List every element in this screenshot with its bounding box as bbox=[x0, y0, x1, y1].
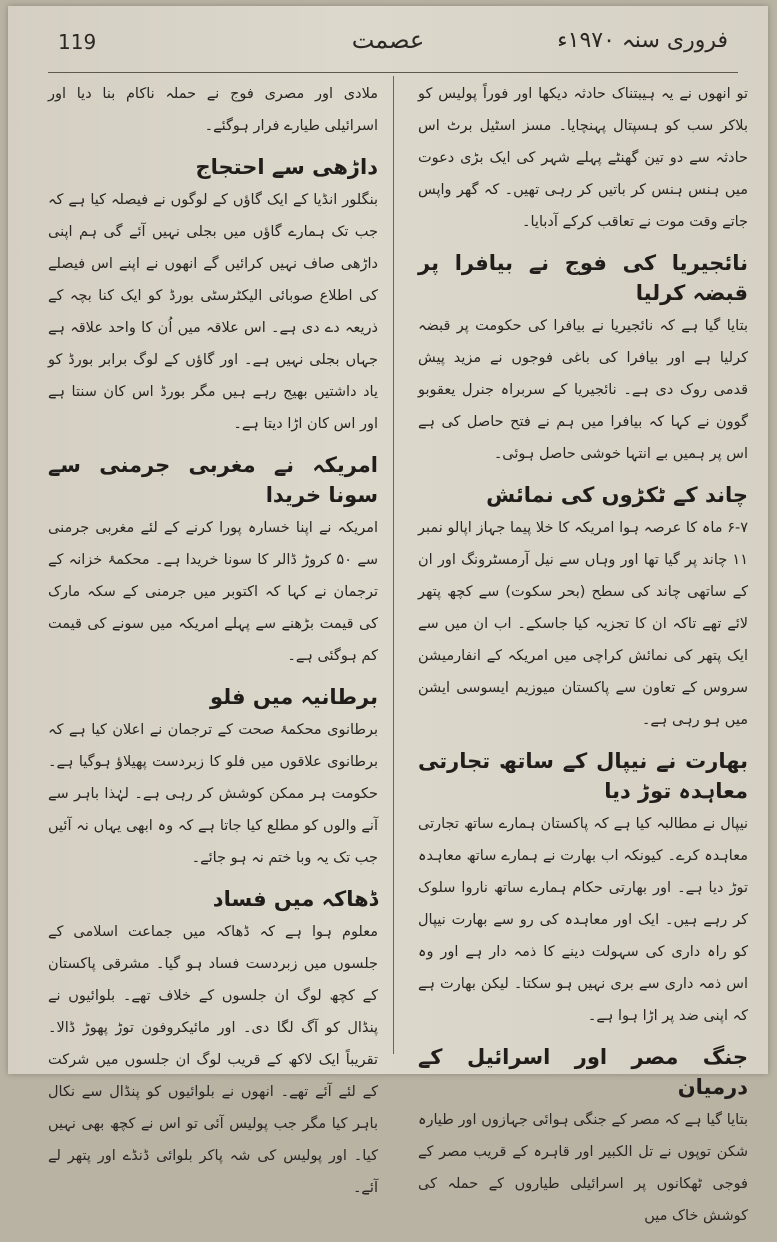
column-divider bbox=[393, 76, 394, 1054]
article-continued bbox=[418, 78, 748, 238]
article-headline: جنگ مصر اور اسرائیل کے درمیان bbox=[418, 1045, 748, 1099]
article-body: بنگلور انڈیا کے ایک گاؤں کے لوگوں نے فیصلہ کیا ہے کہ جب تک ہمارے گاؤں میں بجلی نہیں آئے گی ہم اپنی داڑھی صاف نہیں کرائیں گے انھوں نے اپنے اس فیصلے کی اطلاع صوبائی الیکٹرسٹی بورڈ کو ایک کنا بچہ کے ذریعہ دے دی ہے۔ اس علاقہ میں اُن کا واحد علاقہ ہے جہاں بجلی نہیں ہے۔ اور گاؤں کے لوگ برابر بورڈ کو یاد داشتیں بھیج رہے ہیں مگر بورڈ اس کان سنتا ہے اور اس کان اڑا دیتا ہے۔ bbox=[48, 192, 378, 432]
article-egypt-israel bbox=[418, 1042, 748, 1232]
article-headline: چاند کے ٹکڑوں کی نمائش bbox=[486, 483, 748, 507]
article-india-nepal bbox=[418, 746, 748, 1032]
article-body: بتایا گیا ہے کہ نائجیریا نے بیافرا کی حکومت پر قبضہ کرلیا ہے اور بیافرا کی باغی فوجوں نے مزید پیش قدمی روک دی ہے۔ نائجیریا کے سربراہ جنرل یعقوبو گوون نے کہا کہ بیافرا میں ہم نے فتح حاصل کی ہے اس پر ہمیں بے انتہا خوشی حاصل ہوئی۔ bbox=[418, 318, 748, 462]
header-rule bbox=[48, 72, 738, 73]
article-moon-rocks bbox=[418, 480, 748, 736]
page-header bbox=[8, 24, 768, 66]
article-nigeria-biafra bbox=[418, 248, 748, 470]
article-body: تو انھوں نے یہ ہیبتناک حادثہ دیکھا اور فوراً پولیس کو بلاکر سب کو ہسپتال پہنچایا۔ مسز اسٹیل برٹ اس حادثہ سے دو تین گھنٹے پہلے شہر کی ایک بڑی دعوت میں ہنس ہنس کر باتیں کر رہی تھیں۔ کہ گھر واپس جاتے وقت موت نے تعاقب کرکے آدبایا۔ bbox=[418, 86, 748, 230]
article-body: بتایا گیا ہے کہ مصر کے جنگی ہوائی جہازوں اور طیارہ شکن توپوں نے تل الکبیر اور قاہرہ کے قریب مصر کے فوجی ٹھکانوں پر اسرائیلی طیاروں کے حملہ کی کوشش خاک میں bbox=[418, 1112, 748, 1224]
article-headline: برطانیہ میں فلو bbox=[210, 685, 378, 709]
right-column bbox=[418, 78, 748, 1242]
issue-date: فروری سنہ ۱۹۷۰ء bbox=[557, 28, 728, 53]
article-body: نیپال نے مطالبہ کیا ہے کہ پاکستان ہمارے ساتھ تجارتی معاہدہ کرے۔ کیونکہ اب بھارت نے ہمارے ساتھ معاہدہ توڑ دیا ہے۔ اور بھارتی حکام ہمارے ساتھ ناروا سلوک کر رہے ہیں۔ ایک اور معاہدہ کی رو سے بھارت نیپال کو راہ داری کی سہولت دینے کا ذمہ دار ہے اور وہ اس ذمہ داری سے بری نہیں ہو سکتا۔ لیکن بھارت ہے کہ اپنی ضد پر اڑا ہوا ہے۔ bbox=[418, 816, 748, 1024]
article-body: امریکہ نے اپنا خسارہ پورا کرنے کے لئے مغربی جرمنی سے ۵۰ کروڑ ڈالر کا سونا خریدا ہے۔ محکمۂ خزانہ کے ترجمان نے کہا کہ اکتوبر میں جرمنی کے سکہ مارک کی قیمت بڑھنے سے پہلے امریکہ میں سونے کی قیمت کم ہوگئی ہے۔ bbox=[48, 520, 378, 664]
article-body: ۶-۷ ماہ کا عرصہ ہوا امریکہ کا خلا پیما جہاز اپالو نمبر ۱۱ چاند پر گیا تھا اور وہاں سے نیل آرمسٹرونگ اور ان کے ساتھی چاند کی سطح (بحر سکوت) سے کچھ پتھر لائے تھے تاکہ ان کا تجزیہ کیا جاسکے۔ اب ان میں سے ایک پتھر کی نمائش کراچی میں امریکہ کے انفارمیشن سروس کے تعاون سے پاکستان میوزیم ایسوسی ایشن میں ہو رہی ہے۔ bbox=[418, 520, 748, 728]
article-body: ملادی اور مصری فوج نے حملہ ناکام بنا دیا اور اسرائیلی طیارے فرار ہوگئے۔ bbox=[48, 86, 378, 134]
article-headline: امریکہ نے مغربی جرمنی سے سونا خریدا bbox=[48, 453, 378, 507]
article-body: معلوم ہوا ہے کہ ڈھاکہ میں جماعت اسلامی کے جلسوں میں زبردست فساد ہو گیا۔ مشرقی پاکستان کے کچھ لوگ ان جلسوں کے خلاف تھے۔ بلوائیوں نے پنڈال کو آگ لگا دی۔ اور مائیکروفون توڑ پھوڑ ڈالا۔ تقریباً ایک لاکھ کے قریب لوگ ان جلسوں میں شرکت کے لئے آئے تھے۔ انھوں نے بلوائیوں کو پنڈال سے نکال باہر کیا مگر جب پولیس آئی تو اس نے کچھ بھی نہیں کیا۔ اور پولیس کی شہ پاکر بلوائی ڈنڈے اور پتھر لے آئے۔ bbox=[48, 924, 378, 1196]
article-beard-protest bbox=[48, 152, 378, 440]
magazine-page bbox=[8, 6, 768, 1224]
article-body: برطانوی محکمۂ صحت کے ترجمان نے اعلان کیا ہے کہ برطانوی علاقوں میں فلو کا زبردست پھیلاؤ ہوگیا ہے۔ حکومت ہر ممکن کوشش کر رہی ہے۔ لہٰذا باہر سے آنے والوں کو مطلع کیا جاتا ہے کہ وہ ابھی یہاں نہ آئیں جب تک یہ وبا ختم نہ ہو جائے۔ bbox=[48, 722, 378, 866]
article-headline: ڈھاکہ میں فساد bbox=[212, 887, 378, 911]
article-headline: نائجیریا کی فوج نے بیافرا پر قبضہ کرلیا bbox=[418, 251, 748, 305]
article-headline: داڑھی سے احتجاج bbox=[195, 155, 378, 179]
magazine-title: عصمت bbox=[351, 26, 425, 54]
article-us-gold bbox=[48, 450, 378, 672]
left-column bbox=[48, 78, 378, 1214]
page-number: 119 bbox=[58, 30, 97, 54]
article-headline: بھارت نے نیپال کے ساتھ تجارتی معاہدہ توڑ دیا bbox=[418, 749, 748, 803]
article-britain-flu bbox=[48, 682, 378, 874]
article-continued bbox=[48, 78, 378, 142]
article-dhaka-riot bbox=[48, 884, 378, 1204]
